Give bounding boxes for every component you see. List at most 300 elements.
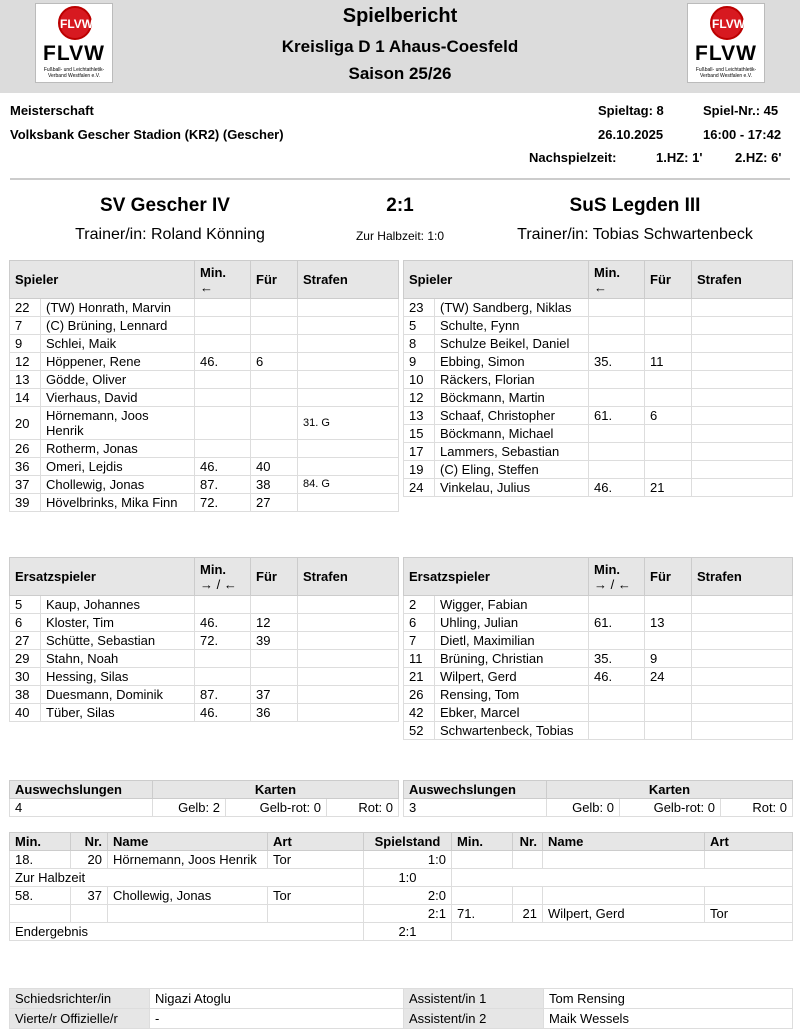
referee-label: Schiedsrichter/in	[10, 989, 150, 1009]
extra-time-second-half: 2.HZ: 6'	[735, 150, 782, 165]
col-minute: Min. ←	[195, 261, 251, 299]
sub-minute: 61.	[589, 407, 645, 425]
substituted-for: 12	[251, 614, 298, 632]
penalty	[298, 668, 399, 686]
substituted-for: 36	[251, 704, 298, 722]
player-name: Schulze Beikel, Daniel	[435, 335, 589, 353]
shirt-number: 12	[10, 353, 41, 371]
event-type	[705, 887, 793, 905]
player-row	[10, 632, 399, 650]
player-row	[404, 299, 793, 317]
shirt-number: 26	[10, 440, 41, 458]
shirt-number: 20	[10, 407, 41, 440]
event-row	[10, 923, 793, 941]
shirt-number: 23	[404, 299, 435, 317]
yellow-cards: Gelb: 0	[547, 799, 620, 817]
substituted-for: 11	[645, 353, 692, 371]
player-name: Duesmann, Dominik	[41, 686, 195, 704]
player-name: Vinkelau, Julius	[435, 479, 589, 497]
shirt-number: 17	[404, 443, 435, 461]
player-name: Vierhaus, David	[41, 389, 195, 407]
logo-subtitle: Fußball- und Leichtathletik-Verband Westfalen e.V.	[695, 67, 757, 79]
player-row	[404, 317, 793, 335]
substituted-for	[645, 335, 692, 353]
player-row	[10, 440, 399, 458]
shirt-number: 5	[10, 596, 41, 614]
penalty	[692, 317, 793, 335]
substituted-for: 6	[251, 353, 298, 371]
col-penalties: Strafen	[692, 558, 793, 596]
substituted-for	[645, 317, 692, 335]
penalty	[692, 407, 793, 425]
player-row	[10, 335, 399, 353]
player-row	[10, 614, 399, 632]
substituted-for: 37	[251, 686, 298, 704]
player-name: (TW) Honrath, Marvin	[41, 299, 195, 317]
player-row	[10, 668, 399, 686]
sub-minute	[195, 317, 251, 335]
assistant2-label: Assistent/in 2	[404, 1009, 544, 1029]
shirt-number: 2	[404, 596, 435, 614]
substituted-for	[251, 650, 298, 668]
player-name: Hörnemann, Joos Henrik	[41, 407, 195, 440]
ev-col-score: Spielstand	[364, 833, 452, 851]
substituted-for: 6	[645, 407, 692, 425]
event-minute: 71.	[452, 905, 513, 923]
shirt-number: 40	[10, 704, 41, 722]
penalty	[298, 353, 399, 371]
substituted-for	[251, 371, 298, 389]
event-player-name	[543, 851, 705, 869]
horse-emblem-icon: FLVW	[710, 6, 744, 40]
substituted-for: 27	[251, 494, 298, 512]
subs-count-header: Auswechslungen	[404, 781, 547, 799]
sub-minute	[195, 389, 251, 407]
col-substitute: Ersatzspieler	[404, 558, 589, 596]
shirt-number: 7	[404, 632, 435, 650]
event-minute	[452, 887, 513, 905]
player-name: Kloster, Tim	[41, 614, 195, 632]
event-row	[10, 851, 793, 869]
col-penalties: Strafen	[298, 558, 399, 596]
player-row	[404, 686, 793, 704]
penalty	[298, 596, 399, 614]
substituted-for	[251, 440, 298, 458]
sub-minute	[589, 335, 645, 353]
penalty	[692, 425, 793, 443]
report-title: Spielbericht	[342, 5, 458, 27]
substituted-for: 38	[251, 476, 298, 494]
home-summary-table	[9, 780, 399, 817]
event-label: Zur Halbzeit	[10, 869, 364, 887]
shirt-number: 39	[10, 494, 41, 512]
sub-minute	[195, 650, 251, 668]
shirt-number: 30	[10, 668, 41, 686]
penalty	[692, 650, 793, 668]
subs-count: 3	[404, 799, 547, 817]
player-row	[404, 371, 793, 389]
player-row	[10, 650, 399, 668]
player-name: Schulte, Fynn	[435, 317, 589, 335]
cards-header: Karten	[547, 781, 793, 799]
event-minute: 18.	[10, 851, 71, 869]
col-for: Für	[251, 261, 298, 299]
substituted-for	[645, 686, 692, 704]
shirt-number: 9	[404, 353, 435, 371]
competition-type: Meisterschaft	[10, 103, 94, 118]
event-score: 2:0	[364, 887, 452, 905]
event-shirt-number	[71, 905, 108, 923]
player-name: (C) Brüning, Lennard	[41, 317, 195, 335]
penalty	[692, 371, 793, 389]
ev-col-type: Art	[705, 833, 793, 851]
yellow-cards: Gelb: 2	[153, 799, 226, 817]
player-name: Hövelbrinks, Mika Finn	[41, 494, 195, 512]
cards-header: Karten	[153, 781, 399, 799]
event-shirt-number: 21	[513, 905, 543, 923]
player-row	[404, 353, 793, 371]
event-player-name: Wilpert, Gerd	[543, 905, 705, 923]
event-player-name	[543, 887, 705, 905]
player-row	[10, 596, 399, 614]
col-player: Spieler	[404, 261, 589, 299]
season: Saison 25/26	[348, 64, 452, 83]
event-score: 2:1	[364, 923, 452, 941]
shirt-number: 6	[404, 614, 435, 632]
home-subs-table	[9, 557, 399, 722]
sub-minute	[589, 686, 645, 704]
col-minute: Min. → / ←	[195, 558, 251, 596]
shirt-number: 26	[404, 686, 435, 704]
penalty	[692, 614, 793, 632]
event-type	[268, 905, 364, 923]
player-row	[404, 704, 793, 722]
substituted-for	[251, 668, 298, 686]
sub-minute	[195, 668, 251, 686]
away-lineup-table	[403, 260, 793, 497]
player-row	[10, 317, 399, 335]
referee-name: Nigazi Atoglu	[150, 989, 404, 1009]
sub-minute	[589, 632, 645, 650]
sub-minute	[589, 371, 645, 389]
sub-minute: 72.	[195, 632, 251, 650]
penalty: 31. G	[298, 407, 399, 440]
player-name: Schlei, Maik	[41, 335, 195, 353]
sub-minute	[589, 461, 645, 479]
penalty	[298, 686, 399, 704]
shirt-number: 5	[404, 317, 435, 335]
home-trainer: Trainer/in: Roland Könning	[75, 226, 265, 243]
penalty	[298, 614, 399, 632]
player-row	[404, 389, 793, 407]
player-name: Rensing, Tom	[435, 686, 589, 704]
player-name: Omeri, Lejdis	[41, 458, 195, 476]
sub-minute: 46.	[195, 614, 251, 632]
penalty	[298, 389, 399, 407]
officials-table	[9, 988, 793, 1029]
player-name: Ebker, Marcel	[435, 704, 589, 722]
player-row	[404, 668, 793, 686]
sub-minute	[589, 389, 645, 407]
event-player-name	[108, 905, 268, 923]
player-row	[404, 650, 793, 668]
shirt-number: 15	[404, 425, 435, 443]
event-player-name: Chollewig, Jonas	[108, 887, 268, 905]
penalty	[692, 461, 793, 479]
event-row	[10, 887, 793, 905]
red-cards: Rot: 0	[721, 799, 793, 817]
shirt-number: 29	[10, 650, 41, 668]
penalty	[298, 317, 399, 335]
player-name: Kaup, Johannes	[41, 596, 195, 614]
event-score: 1:0	[364, 869, 452, 887]
shirt-number: 19	[404, 461, 435, 479]
empty-cell	[452, 923, 793, 941]
penalty	[298, 440, 399, 458]
home-team-name: SV Gescher IV	[100, 195, 230, 216]
ev-col-name: Name	[543, 833, 705, 851]
shirt-number: 24	[404, 479, 435, 497]
horse-emblem-icon: FLVW	[58, 6, 92, 40]
shirt-number: 7	[10, 317, 41, 335]
event-row	[10, 905, 793, 923]
col-minute: Min. ←	[589, 261, 645, 299]
player-name: Böckmann, Michael	[435, 425, 589, 443]
match-number: Spiel-Nr.: 45	[703, 103, 779, 118]
player-row	[10, 407, 399, 440]
player-name: Wilpert, Gerd	[435, 668, 589, 686]
sub-minute	[195, 335, 251, 353]
sub-minute	[195, 407, 251, 440]
shirt-number: 14	[10, 389, 41, 407]
shirt-number: 9	[10, 335, 41, 353]
away-summary-table	[403, 780, 793, 817]
substituted-for	[645, 596, 692, 614]
penalty	[692, 353, 793, 371]
event-type: Tor	[705, 905, 793, 923]
player-name: Rotherm, Jonas	[41, 440, 195, 458]
sub-minute	[589, 317, 645, 335]
sub-minute: 61.	[589, 614, 645, 632]
player-name: Stahn, Noah	[41, 650, 195, 668]
player-name: Lammers, Sebastian	[435, 443, 589, 461]
event-shirt-number: 20	[71, 851, 108, 869]
col-minute: Min. → / ←	[589, 558, 645, 596]
player-row	[10, 371, 399, 389]
shirt-number: 8	[404, 335, 435, 353]
player-name: Böckmann, Martin	[435, 389, 589, 407]
substituted-for	[645, 371, 692, 389]
player-name: Tüber, Silas	[41, 704, 195, 722]
substituted-for	[645, 299, 692, 317]
penalty	[692, 704, 793, 722]
sub-minute	[589, 299, 645, 317]
shirt-number: 6	[10, 614, 41, 632]
logo-subtitle: Fußball- und Leichtathletik-Verband Westfalen e.V.	[43, 67, 105, 79]
away-trainer: Trainer/in: Tobias Schwartenbeck	[517, 226, 753, 243]
sub-minute: 35.	[589, 650, 645, 668]
sub-minute	[195, 596, 251, 614]
penalty	[298, 299, 399, 317]
player-row	[404, 407, 793, 425]
event-shirt-number: 37	[71, 887, 108, 905]
sub-minute: 35.	[589, 353, 645, 371]
event-shirt-number	[513, 887, 543, 905]
event-player-name: Hörnemann, Joos Henrik	[108, 851, 268, 869]
penalty	[298, 650, 399, 668]
penalty	[298, 704, 399, 722]
substituted-for	[251, 407, 298, 440]
player-name: Chollewig, Jonas	[41, 476, 195, 494]
col-penalties: Strafen	[298, 261, 399, 299]
shirt-number: 22	[10, 299, 41, 317]
penalty	[298, 335, 399, 353]
player-name: Ebbing, Simon	[435, 353, 589, 371]
penalty	[692, 722, 793, 740]
col-for: Für	[645, 261, 692, 299]
shirt-number: 12	[404, 389, 435, 407]
subs-count: 4	[10, 799, 153, 817]
shirt-number: 13	[10, 371, 41, 389]
penalty	[692, 335, 793, 353]
final-score: 2:1	[386, 195, 414, 216]
player-row	[10, 458, 399, 476]
sub-minute	[589, 596, 645, 614]
substituted-for: 39	[251, 632, 298, 650]
player-row	[404, 335, 793, 353]
player-row	[404, 443, 793, 461]
sub-minute	[195, 371, 251, 389]
sub-minute	[195, 299, 251, 317]
sub-minute: 46.	[589, 668, 645, 686]
match-time: 16:00 - 17:42	[703, 127, 782, 142]
event-score: 1:0	[364, 851, 452, 869]
ev-col-no: Nr.	[513, 833, 543, 851]
away-subs-table	[403, 557, 793, 740]
event-type: Tor	[268, 851, 364, 869]
sub-minute: 46.	[195, 353, 251, 371]
penalty	[692, 632, 793, 650]
league-name: Kreisliga D 1 Ahaus-Coesfeld	[281, 37, 519, 56]
substituted-for	[645, 443, 692, 461]
player-name: Räckers, Florian	[435, 371, 589, 389]
substituted-for	[645, 425, 692, 443]
substituted-for	[251, 389, 298, 407]
yellow-red-cards: Gelb-rot: 0	[620, 799, 721, 817]
empty-cell	[452, 869, 793, 887]
substituted-for: 24	[645, 668, 692, 686]
sub-minute: 46.	[589, 479, 645, 497]
sub-minute	[589, 425, 645, 443]
player-name: Gödde, Oliver	[41, 371, 195, 389]
match-date: 26.10.2025	[598, 127, 664, 142]
player-row	[404, 632, 793, 650]
player-name: Hessing, Silas	[41, 668, 195, 686]
penalty	[692, 299, 793, 317]
sub-minute: 46.	[195, 704, 251, 722]
match-events-table	[9, 832, 793, 941]
penalty	[298, 371, 399, 389]
event-shirt-number	[513, 851, 543, 869]
col-penalties: Strafen	[692, 261, 793, 299]
penalty	[692, 479, 793, 497]
player-name: Schütte, Sebastian	[41, 632, 195, 650]
substituted-for	[251, 335, 298, 353]
player-name: (C) Eling, Steffen	[435, 461, 589, 479]
assistant1-label: Assistent/in 1	[404, 989, 544, 1009]
player-row	[10, 494, 399, 512]
col-for: Für	[251, 558, 298, 596]
player-row	[404, 596, 793, 614]
player-name: Höppener, Rene	[41, 353, 195, 371]
substituted-for	[251, 299, 298, 317]
penalty: 84. G	[298, 476, 399, 494]
ev-col-no: Nr.	[71, 833, 108, 851]
player-row	[404, 425, 793, 443]
venue: Volksbank Gescher Stadion (KR2) (Gescher)	[10, 127, 284, 142]
event-label: Endergebnis	[10, 923, 364, 941]
player-name: Brüning, Christian	[435, 650, 589, 668]
sub-minute	[589, 704, 645, 722]
ev-col-min: Min.	[452, 833, 513, 851]
penalty	[692, 686, 793, 704]
shirt-number: 52	[404, 722, 435, 740]
logo-wordmark: FLVW	[43, 42, 105, 65]
event-score: 2:1	[364, 905, 452, 923]
col-for: Für	[645, 558, 692, 596]
yellow-red-cards: Gelb-rot: 0	[226, 799, 327, 817]
penalty	[692, 596, 793, 614]
penalty	[298, 458, 399, 476]
header-banner	[0, 0, 800, 93]
col-player: Spieler	[10, 261, 195, 299]
shirt-number: 42	[404, 704, 435, 722]
substituted-for	[645, 704, 692, 722]
player-name: Schwartenbeck, Tobias	[435, 722, 589, 740]
player-row	[10, 686, 399, 704]
shirt-number: 10	[404, 371, 435, 389]
event-minute	[10, 905, 71, 923]
shirt-number: 36	[10, 458, 41, 476]
shirt-number: 11	[404, 650, 435, 668]
ev-col-type: Art	[268, 833, 364, 851]
event-type: Tor	[268, 887, 364, 905]
penalty	[692, 668, 793, 686]
penalty	[298, 632, 399, 650]
penalty	[298, 494, 399, 512]
event-minute: 58.	[10, 887, 71, 905]
substituted-for: 21	[645, 479, 692, 497]
sub-minute: 46.	[195, 458, 251, 476]
fourth-official-name: -	[150, 1009, 404, 1029]
sub-minute	[589, 722, 645, 740]
ev-col-min: Min.	[10, 833, 71, 851]
player-row	[10, 299, 399, 317]
matchday: Spieltag: 8	[598, 103, 664, 118]
col-substitute: Ersatzspieler	[10, 558, 195, 596]
substituted-for	[645, 461, 692, 479]
extra-time-label: Nachspielzeit:	[529, 150, 617, 165]
shirt-number: 38	[10, 686, 41, 704]
event-minute	[452, 851, 513, 869]
substituted-for	[251, 317, 298, 335]
event-type	[705, 851, 793, 869]
player-name: Schaaf, Christopher	[435, 407, 589, 425]
substituted-for: 40	[251, 458, 298, 476]
halftime-score: Zur Halbzeit: 1:0	[355, 229, 445, 243]
sub-minute: 72.	[195, 494, 251, 512]
fourth-official-label: Vierte/r Offizielle/r	[10, 1009, 150, 1029]
